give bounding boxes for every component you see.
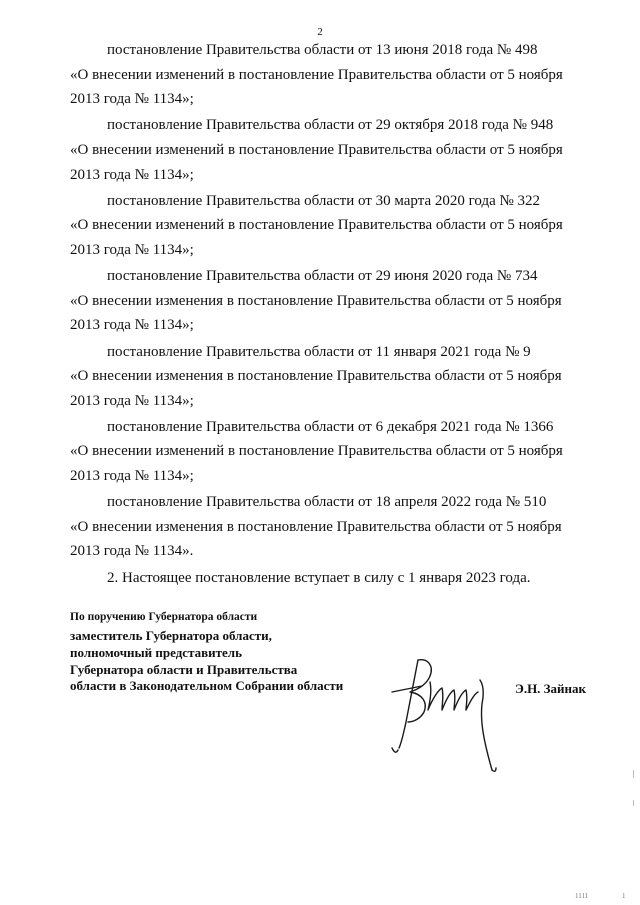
decree-title-end-line: 2013 года № 1134»; — [70, 317, 194, 334]
decree-reference-line: постановление Правительства области от 29 октября 2018 года № 948 — [107, 117, 554, 134]
scan-edge-mark — [633, 770, 634, 778]
footer-mark-left: 1111 — [575, 892, 589, 900]
decree-reference-line: постановление Правительства области от 30 марта 2020 года № 322 — [107, 192, 541, 209]
decree-title-line: «О внесении изменений в постановление Правительства области от 5 ноября — [70, 443, 563, 460]
signature-block — [70, 609, 430, 695]
decree-title-end-line: 2013 года № 1134»; — [70, 241, 194, 258]
decree-title-end-line: 2013 года № 1134»; — [70, 166, 194, 183]
signer-title-line: полномочный представитель — [70, 644, 242, 660]
list-item — [70, 38, 600, 112]
decree-title-line: «О внесении изменений в постановление Правительства области от 5 ноября — [70, 217, 563, 234]
decree-title-line: «О внесении изменения в постановление Правительства области от 5 ноября — [70, 292, 562, 309]
decree-title-end-line: 2013 года № 1134»; — [70, 392, 194, 409]
effective-date-clause: 2. Настоящее постановление вступает в силу с 1 января 2023 года. — [107, 569, 531, 586]
list-item — [70, 264, 600, 338]
page-number: 2 — [317, 26, 323, 38]
signer-title-line: области в Законодательном Собрании области — [70, 678, 344, 694]
decree-reference-line: постановление Правительства области от 13 июня 2018 года № 498 — [107, 42, 538, 58]
decree-title-end-line: 2013 года № 1134»; — [70, 468, 194, 485]
handwritten-signature — [388, 652, 508, 782]
decree-reference-line: постановление Правительства области от 18 апреля 2022 года № 510 — [107, 494, 547, 511]
footer-mark-right: 1 — [622, 892, 626, 900]
signer-title-line: Губернатора области и Правительства — [70, 661, 298, 677]
signer-name: Э.Н. Зайнак — [515, 681, 587, 696]
list-item — [70, 113, 600, 187]
decree-reference-line: постановление Правительства области от 6 декабря 2021 года № 1366 — [107, 418, 554, 435]
signer-title-line: заместитель Губернатора области, — [70, 628, 272, 643]
scan-edge-mark — [633, 800, 634, 806]
decree-title-end-line: 2013 года № 1134»; — [70, 91, 194, 108]
decree-reference-line: постановление Правительства области от 11 января 2021 года № 9 — [107, 343, 531, 360]
decree-title-line: «О внесении изменения в постановление Правительства области от 5 ноября — [70, 368, 562, 385]
decree-title-line: «О внесении изменений в постановление Правительства области от 5 ноября — [70, 141, 563, 158]
authority-note: По поручению Губернатора области — [70, 611, 258, 623]
list-item — [70, 340, 600, 414]
decree-title-end-line: 2013 года № 1134». — [70, 543, 194, 560]
list-item — [70, 415, 600, 489]
document-body — [70, 38, 600, 590]
list-item — [70, 490, 600, 564]
decree-title-line: «О внесении изменения в постановление Правительства области от 5 ноября — [70, 518, 562, 535]
list-item — [70, 189, 600, 263]
decree-title-line: «О внесении изменений в постановление Правительства области от 5 ноября — [70, 66, 563, 83]
decree-reference-line: постановление Правительства области от 29 июня 2020 года № 734 — [107, 268, 538, 285]
